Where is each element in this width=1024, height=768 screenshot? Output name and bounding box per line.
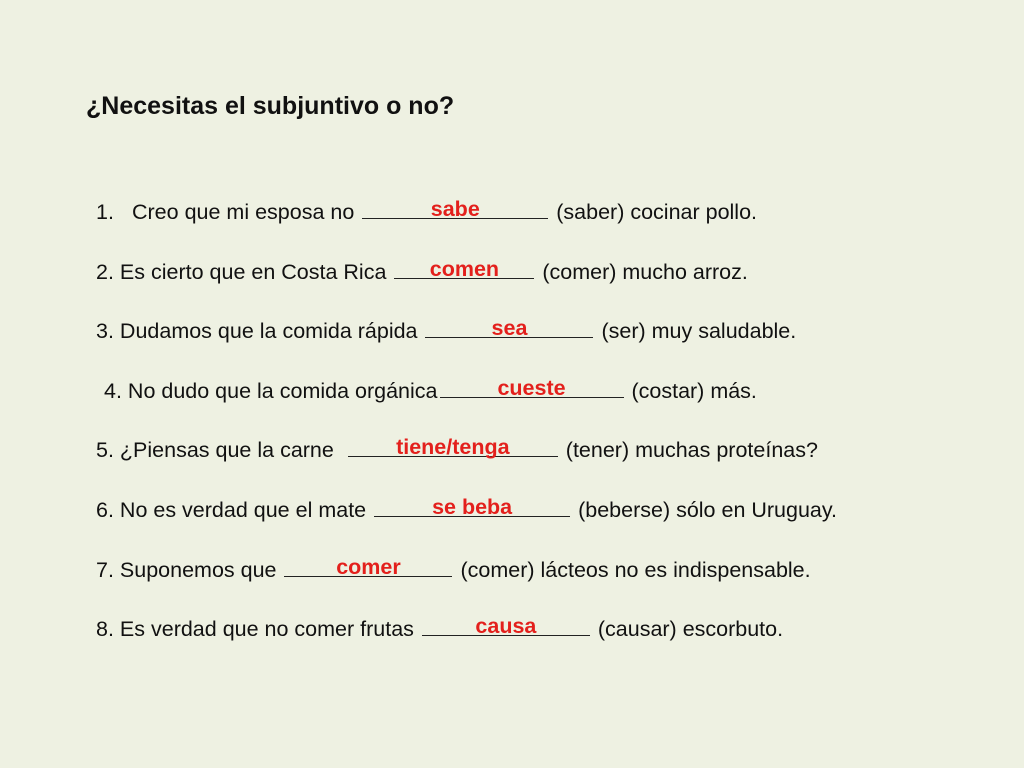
answer-text: comen	[429, 257, 500, 281]
answer-text: tiene/tenga	[396, 435, 510, 459]
answer-blank	[362, 196, 548, 219]
answer-blank	[422, 613, 590, 636]
item-number: 1.	[96, 200, 114, 224]
item-text-after: (comer) mucho arroz.	[536, 260, 748, 284]
item-text-after: (costar) más.	[625, 379, 757, 403]
item-text-before: Dudamos que la comida rápida	[119, 319, 424, 343]
answer-blank	[348, 434, 558, 457]
item-text-after: (tener) muchas proteínas?	[559, 438, 818, 462]
item-text-after: (saber) cocinar pollo.	[550, 200, 758, 224]
exercise-item-4	[104, 375, 757, 406]
item-number: 5.	[96, 438, 114, 462]
item-text-before: No es verdad que el mate	[119, 498, 373, 522]
item-text-after: (causar) escorbuto.	[591, 617, 784, 641]
item-text-before: Es verdad que no comer frutas	[119, 617, 420, 641]
item-text-after: (beberse) sólo en Uruguay.	[572, 498, 838, 522]
answer-text: cueste	[497, 376, 566, 400]
answer-text: sea	[491, 316, 528, 340]
answer-text: se beba	[432, 495, 513, 519]
answer-text: sabe	[430, 197, 480, 221]
exercise-item-3	[96, 315, 796, 346]
item-number: 4.	[104, 379, 122, 403]
answer-blank	[374, 494, 570, 517]
item-text-after: (ser) muy saludable.	[595, 319, 797, 343]
exercise-item-2	[96, 256, 748, 287]
item-text-before: ¿Piensas que la carne	[119, 438, 346, 462]
item-number: 2.	[96, 260, 114, 284]
item-text-before: Suponemos que	[119, 558, 283, 582]
exercise-item-7	[96, 554, 811, 585]
item-number: 7.	[96, 558, 114, 582]
exercise-item-8	[96, 613, 783, 644]
item-text-before: No dudo que la comida orgánica	[127, 379, 438, 403]
exercise-item-5	[96, 434, 818, 465]
exercise-item-1	[96, 196, 757, 227]
item-text-after: (comer) lácteos no es indispensable.	[454, 558, 811, 582]
item-number: 3.	[96, 319, 114, 343]
answer-text: comer	[336, 555, 401, 579]
answer-blank	[440, 375, 624, 398]
item-number: 8.	[96, 617, 114, 641]
item-number: 6.	[96, 498, 114, 522]
item-text-before: Creo que mi esposa no	[132, 200, 361, 224]
slide-title: ¿Necesitas el subjuntivo o no?	[86, 92, 455, 120]
item-text-before: Es cierto que en Costa Rica	[119, 260, 393, 284]
answer-text: causa	[475, 614, 537, 638]
exercise-item-6	[96, 494, 837, 525]
answer-blank	[284, 554, 452, 577]
answer-blank	[394, 256, 534, 279]
answer-blank	[425, 315, 593, 338]
